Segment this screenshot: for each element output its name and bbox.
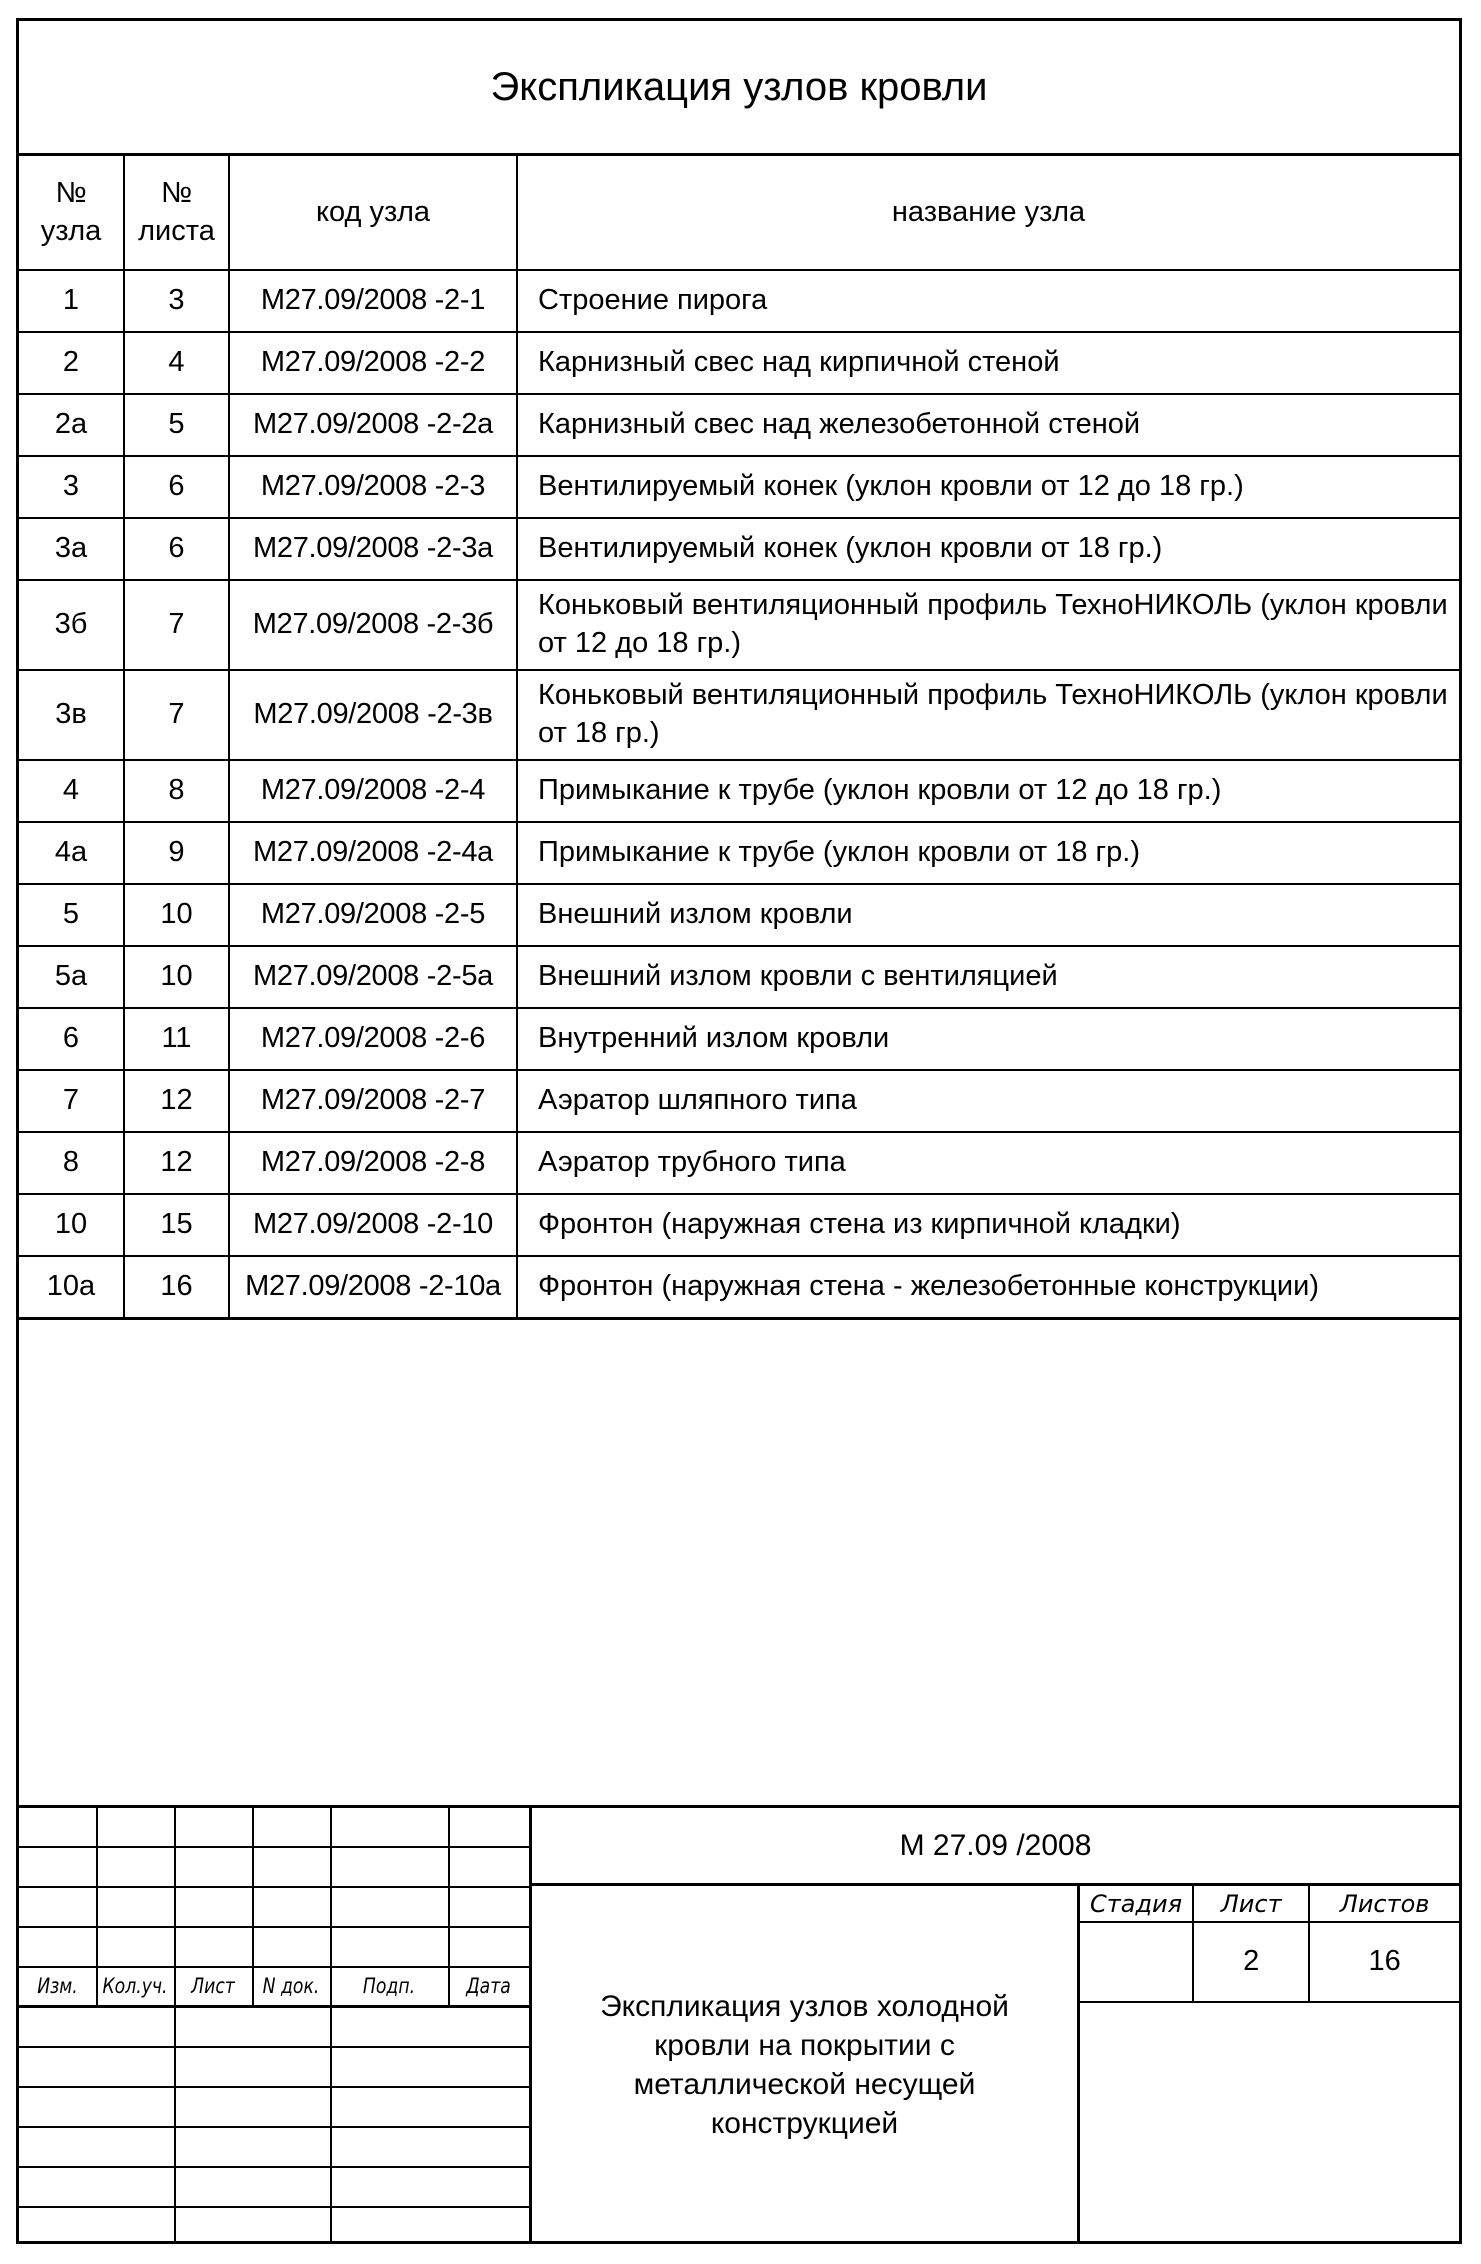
- cell-node-code: М27.09/2008 -2-10а: [229, 1256, 517, 1318]
- stage-block: [1077, 1886, 1459, 2244]
- cell-sheet-no: 9: [124, 822, 229, 884]
- cell-sheet-no: 6: [124, 456, 229, 518]
- table-row: [19, 760, 1459, 822]
- cell-sheet-no: 15: [124, 1194, 229, 1256]
- sheet-value: 2: [1194, 1921, 1310, 2001]
- cell-node-code: М27.09/2008 -2-3а: [229, 518, 517, 580]
- table-row: [19, 1132, 1459, 1194]
- cell-node-name: Вентилируемый конек (уклон кровли от 18 гр.): [517, 518, 1459, 580]
- table-header-row: [19, 156, 1459, 270]
- revision-header-cell: Кол.уч.: [102, 1974, 168, 1998]
- cell-node-name: Аэратор шляпного типа: [517, 1070, 1459, 1132]
- cell-node-no: 6: [19, 1008, 124, 1070]
- cell-node-code: М27.09/2008 -2-4: [229, 760, 517, 822]
- cell-node-no: 5а: [19, 946, 124, 1008]
- cell-sheet-no: 12: [124, 1132, 229, 1194]
- drawing-sheet: [16, 18, 1462, 2244]
- cell-node-code: М27.09/2008 -2-7: [229, 1070, 517, 1132]
- cell-node-code: М27.09/2008 -2-4а: [229, 822, 517, 884]
- cell-node-no: 5: [19, 884, 124, 946]
- table-row: [19, 946, 1459, 1008]
- cell-node-name: Карнизный свес над кирпичной стеной: [517, 332, 1459, 394]
- cell-node-code: М27.09/2008 -2-6: [229, 1008, 517, 1070]
- cell-node-no: 3а: [19, 518, 124, 580]
- revision-header-cell: Подп.: [362, 1974, 416, 1998]
- revision-header-cell: Дата: [466, 1974, 511, 1998]
- cell-sheet-no: 16: [124, 1256, 229, 1318]
- cell-sheet-no: 5: [124, 394, 229, 456]
- grid-line: [19, 2166, 529, 2168]
- cell-node-no: 1: [19, 270, 124, 332]
- cell-node-name: Карнизный свес над железобетонной стеной: [517, 394, 1459, 456]
- cell-sheet-no: 6: [124, 518, 229, 580]
- cell-node-name: Фронтон (наружная стена из кирпичной кладки): [517, 1194, 1459, 1256]
- cell-node-name: Строение пирога: [517, 270, 1459, 332]
- table-row: [19, 1008, 1459, 1070]
- cell-sheet-no: 3: [124, 270, 229, 332]
- cell-node-no: 10: [19, 1194, 124, 1256]
- sheet-label: Лист: [1194, 1886, 1310, 1921]
- document-description: Экспликация узлов холодной кровли на покрытии с металлической несущей конструкцией: [529, 1886, 1077, 2244]
- cell-sheet-no: 12: [124, 1070, 229, 1132]
- table-row: [19, 670, 1459, 760]
- cell-sheet-no: 8: [124, 760, 229, 822]
- revision-header-cell: Изм.: [37, 1974, 78, 1998]
- table-row: [19, 456, 1459, 518]
- cell-node-name: Коньковый вентиляционный профиль ТехноНИКОЛЬ (уклон кровли от 18 гр.): [517, 670, 1459, 760]
- grid-line: [448, 1808, 450, 2006]
- cell-node-name: Примыкание к трубе (уклон кровли от 12 до 18 гр.): [517, 760, 1459, 822]
- stage-label: Стадия: [1080, 1886, 1194, 1921]
- cell-node-name: Примыкание к трубе (уклон кровли от 18 гр.): [517, 822, 1459, 884]
- header-node-no: № узла: [19, 156, 124, 270]
- page-title: Экспликация узлов кровли: [19, 21, 1459, 156]
- header-node-name: название узла: [517, 156, 1459, 270]
- cell-node-name: Внешний излом кровли: [517, 884, 1459, 946]
- table-row: [19, 884, 1459, 946]
- grid-line: [174, 1808, 176, 2244]
- revision-grid: [19, 1808, 529, 2244]
- revision-header-cell: N док.: [262, 1974, 320, 1998]
- stage-value: [1080, 1921, 1194, 2001]
- cell-node-code: М27.09/2008 -2-3: [229, 456, 517, 518]
- table-row: [19, 1070, 1459, 1132]
- grid-line: [19, 2086, 529, 2088]
- cell-node-no: 10а: [19, 1256, 124, 1318]
- cell-node-no: 4: [19, 760, 124, 822]
- table-row: [19, 270, 1459, 332]
- table-row: [19, 394, 1459, 456]
- cell-node-no: 2: [19, 332, 124, 394]
- grid-line: [96, 1808, 98, 2006]
- cell-node-name: Внутренний излом кровли: [517, 1008, 1459, 1070]
- table-row: [19, 518, 1459, 580]
- cell-node-code: М27.09/2008 -2-5а: [229, 946, 517, 1008]
- table-row: [19, 1256, 1459, 1318]
- cell-node-name: Вентилируемый конек (уклон кровли от 12 до 18 гр.): [517, 456, 1459, 518]
- header-node-code: код узла: [229, 156, 517, 270]
- nodes-table: [19, 156, 1459, 1320]
- table-row: [19, 332, 1459, 394]
- cell-sheet-no: 7: [124, 580, 229, 670]
- cell-node-code: М27.09/2008 -2-10: [229, 1194, 517, 1256]
- sheets-value: 16: [1368, 1944, 1401, 1977]
- table-row: [19, 580, 1459, 670]
- cell-node-code: М27.09/2008 -2-3б: [229, 580, 517, 670]
- cell-node-no: 3б: [19, 580, 124, 670]
- table-row: [19, 1194, 1459, 1256]
- cell-node-no: 8: [19, 1132, 124, 1194]
- cell-node-no: 3в: [19, 670, 124, 760]
- title-block: [19, 1805, 1459, 2244]
- cell-node-name: Аэратор трубного типа: [517, 1132, 1459, 1194]
- grid-line: [252, 1808, 254, 2006]
- cell-node-code: М27.09/2008 -2-3в: [229, 670, 517, 760]
- revision-header-cell: Лист: [191, 1974, 235, 1998]
- cell-node-name: Внешний излом кровли с вентиляцией: [517, 946, 1459, 1008]
- grid-line: [19, 2046, 529, 2048]
- cell-node-no: 4а: [19, 822, 124, 884]
- cell-node-code: М27.09/2008 -2-2: [229, 332, 517, 394]
- table-row: [19, 822, 1459, 884]
- cell-sheet-no: 4: [124, 332, 229, 394]
- grid-line: [330, 1808, 332, 2244]
- cell-node-name: Фронтон (наружная стена - железобетонные конструкции): [517, 1256, 1459, 1318]
- cell-node-no: 2а: [19, 394, 124, 456]
- grid-line: [19, 2126, 529, 2128]
- cell-sheet-no: 11: [124, 1008, 229, 1070]
- cell-node-no: 7: [19, 1070, 124, 1132]
- cell-sheet-no: 10: [124, 884, 229, 946]
- grid-line: [19, 2206, 529, 2208]
- cell-node-code: М27.09/2008 -2-1: [229, 270, 517, 332]
- cell-node-code: М27.09/2008 -2-5: [229, 884, 517, 946]
- cell-node-code: М27.09/2008 -2-2а: [229, 394, 517, 456]
- cell-node-no: 3: [19, 456, 124, 518]
- header-sheet-no: № листа: [124, 156, 229, 270]
- cell-sheet-no: 7: [124, 670, 229, 760]
- cell-sheet-no: 10: [124, 946, 229, 1008]
- cell-node-code: М27.09/2008 -2-8: [229, 1132, 517, 1194]
- sheets-label: Листов: [1339, 1889, 1430, 1918]
- cell-node-name: Коньковый вентиляционный профиль ТехноНИКОЛЬ (уклон кровли от 12 до 18 гр.): [517, 580, 1459, 670]
- document-code: М 27.09 /2008: [529, 1808, 1459, 1886]
- table-body: [19, 270, 1459, 1318]
